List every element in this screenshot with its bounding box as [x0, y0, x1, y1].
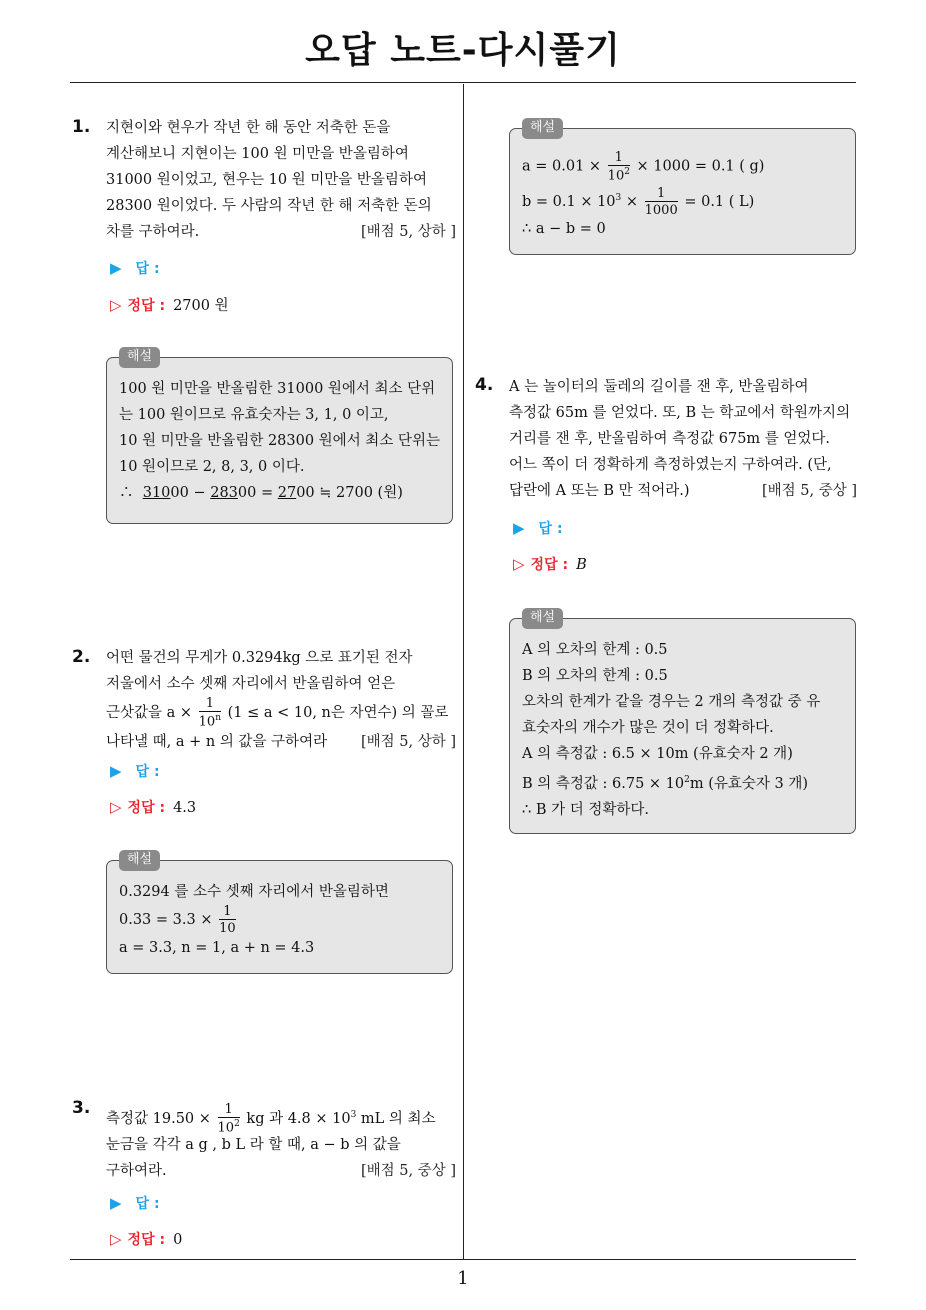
- fraction-numerator: 1: [199, 697, 221, 712]
- explanation-tab: 해설: [522, 118, 563, 139]
- digits: 00: [237, 485, 257, 501]
- explanation-text: ×: [621, 194, 639, 211]
- explanation-line: 는 100 원이므로 유효숫자는 3, 1, 0 이고,: [119, 407, 389, 423]
- problem-line: A 는 놀이터의 둘레의 길이를 잰 후, 반올림하여: [509, 379, 809, 395]
- filled-triangle-icon: ▶: [110, 1194, 122, 1212]
- exponent: 2: [684, 775, 690, 785]
- answer-row: [110, 1193, 160, 1213]
- fraction: [218, 1103, 240, 1134]
- explanation-line-fraction: [119, 905, 438, 935]
- header-rule: [70, 82, 856, 83]
- outline-triangle-icon: ▷: [110, 798, 122, 816]
- fraction-numerator: 1: [645, 187, 678, 202]
- fraction: [608, 151, 630, 182]
- problem-1-text: [106, 115, 456, 245]
- explanation-text: × 1000 = 0.1 ( g): [631, 158, 765, 175]
- digits: 00: [170, 485, 189, 501]
- outline-triangle-icon: ▷: [513, 555, 525, 573]
- problem-line: 나타낼 때, a + n 의 값을 구하여라: [106, 734, 328, 750]
- correct-value: 2700 원: [173, 298, 229, 314]
- problem-line: 측정값 65m 를 얻었다. 또, B 는 학교에서 학원까지의: [509, 405, 851, 421]
- explanation-box: [509, 120, 856, 255]
- correct-value: 0: [173, 1232, 183, 1248]
- correct-label: 정답 :: [530, 557, 569, 573]
- explanation-line: a = 3.3, n = 1, a + n = 4.3: [119, 940, 315, 956]
- problem-number: 1.: [72, 117, 91, 137]
- page-title: 오답 노트-다시풀기: [305, 30, 621, 71]
- explanation-line: A 의 오차의 한계 : 0.5: [522, 642, 668, 658]
- explanation-line: 10 원이므로 2, 8, 3, 0 이다.: [119, 459, 305, 475]
- den-exponent: 2: [234, 1119, 240, 1130]
- fraction-numerator: 1: [218, 1103, 240, 1118]
- problem-3-text: [106, 1098, 456, 1184]
- problem-line: 저울에서 소수 셋째 자리에서 반올림하여 얻은: [106, 676, 396, 692]
- problem-text: 근삿값을 a ×: [106, 705, 193, 721]
- explanation-box: [106, 349, 453, 524]
- filled-triangle-icon: ▶: [513, 519, 525, 537]
- problem-number: 3.: [72, 1098, 91, 1118]
- score-meta: [배점 5, 중상 ]: [761, 483, 857, 499]
- explanation-line-fraction: [522, 151, 841, 182]
- outline-triangle-icon: ▷: [110, 1230, 122, 1248]
- correct-value: B: [576, 557, 587, 573]
- problem-number: 2.: [72, 647, 91, 667]
- score-meta: [배점 5, 상하 ]: [360, 734, 456, 750]
- problem-line-fraction: [106, 1098, 456, 1136]
- answer-row: [513, 518, 563, 538]
- explanation-text: = 0.1 ( L): [679, 194, 755, 211]
- explanation-line: 10 원 미만을 반올림한 28300 원에서 최소 단위는: [119, 433, 440, 449]
- operator: =: [256, 485, 278, 501]
- problem-line: 거리를 잰 후, 반올림하여 측정값 675m 를 얻었다.: [509, 431, 831, 447]
- fraction: [199, 697, 221, 728]
- problem-line: 눈금을 각각 a g , b L 라 할 때, a − b 의 값을: [106, 1137, 401, 1153]
- fraction-denominator: 10: [219, 921, 236, 936]
- problem-line: 계산해보니 지현이는 100 원 미만을 반올림하여: [106, 146, 409, 162]
- problem-line-with-meta: [106, 1158, 456, 1184]
- explanation-tab: 해설: [522, 608, 563, 629]
- problem-text: 측정값 19.50 ×: [106, 1110, 211, 1127]
- correct-row: [110, 1229, 182, 1249]
- problem-line: 어떤 물건의 무게가 0.3294kg 으로 표기된 전자: [106, 650, 413, 666]
- therefore-symbol: ∴: [119, 485, 134, 501]
- fraction: [219, 905, 236, 935]
- den-base: 10: [198, 714, 216, 730]
- explanation-text: m (유효숫자 3 개): [689, 775, 808, 792]
- fraction-denominator: 1000: [644, 203, 678, 219]
- explanation-conclusion: [119, 480, 438, 506]
- explanation-line: [522, 767, 841, 797]
- fraction-numerator: 1: [219, 905, 236, 920]
- filled-triangle-icon: ▶: [110, 259, 122, 277]
- explanation-line: 0.3294 를 소수 셋째 자리에서 반올림하면: [119, 884, 389, 900]
- problem-4-text: [509, 374, 857, 504]
- correct-label: 정답 :: [127, 800, 166, 816]
- correct-label: 정답 :: [127, 298, 166, 314]
- problem-line: 어느 쪽이 더 정확하게 측정하였는지 구하여라. (단,: [509, 457, 832, 473]
- problem-line: 구하여라.: [106, 1163, 167, 1179]
- explanation-text: 0.33 = 3.3 ×: [119, 912, 213, 928]
- correct-row: [110, 294, 229, 315]
- operator: −: [188, 485, 211, 501]
- problem-line: 28300 원이었다. 두 사람의 작년 한 해 저축한 돈의: [106, 198, 432, 214]
- correct-row: [110, 797, 196, 817]
- fraction-numerator: 1: [608, 151, 630, 166]
- footer-rule: [70, 1259, 856, 1260]
- explanation-text: b = 0.1 × 10: [522, 194, 616, 211]
- correct-row: [513, 554, 587, 574]
- explanation-line: A 의 측정값 : 6.5 × 10m (유효숫자 2 개): [522, 746, 793, 762]
- correct-value: 4.3: [173, 800, 197, 816]
- fraction-denominator: [608, 166, 630, 182]
- answer-label: 답 :: [538, 521, 563, 537]
- den-exponent: n: [215, 713, 221, 724]
- problem-text: (1 ≤ a < 10, n은 자연수) 의 꼴로: [227, 705, 449, 721]
- fraction: [645, 187, 678, 217]
- explanation-line: 오차의 한계가 같을 경우는 2 개의 측정값 중 유: [522, 694, 821, 710]
- explanation-box: [106, 852, 453, 974]
- problem-line-fraction: [106, 697, 456, 729]
- column-divider: [463, 84, 464, 1259]
- explanation-text: a = 0.01 ×: [522, 158, 602, 175]
- score-meta: [배점 5, 상하 ]: [360, 224, 456, 240]
- correct-label: 정답 :: [127, 1232, 166, 1248]
- problem-text: kg 과 4.8 × 10: [241, 1110, 351, 1127]
- answer-label: 답 :: [135, 1196, 160, 1212]
- problem-number: 4.: [475, 375, 494, 395]
- problem-line-with-meta: [106, 219, 456, 245]
- problem-2-text: [106, 645, 456, 755]
- den-base: 10: [607, 168, 625, 184]
- answer-label: 답 :: [135, 764, 160, 780]
- den-base: 10: [217, 1120, 235, 1136]
- score-meta: [배점 5, 중상 ]: [360, 1163, 456, 1179]
- problem-text: mL 의 최소: [356, 1110, 436, 1127]
- problem-line-with-meta: [106, 729, 456, 755]
- explanation-line: ∴ B 가 더 정확하다.: [522, 801, 649, 818]
- problem-line: 답란에 A 또는 B 만 적어라.): [509, 483, 690, 499]
- explanation-text: B 의 측정값 : 6.75 × 10: [522, 775, 685, 792]
- underlined-digits: 310: [142, 485, 171, 501]
- digits: 00: [296, 485, 315, 501]
- explanation-tab: 해설: [119, 850, 160, 871]
- filled-triangle-icon: ▶: [110, 762, 122, 780]
- outline-triangle-icon: ▷: [110, 296, 122, 314]
- explanation-line: B 의 오차의 한계 : 0.5: [522, 668, 668, 684]
- problem-line: 차를 구하여라.: [106, 224, 200, 240]
- underlined-digits: 27: [277, 485, 297, 501]
- problem-line: 지현이와 현우가 작년 한 해 동안 저축한 돈을: [106, 120, 391, 136]
- exponent: 3: [350, 1110, 357, 1120]
- den-exponent: 2: [624, 167, 630, 177]
- result: ≒ 2700 (원): [314, 485, 403, 501]
- answer-row: [110, 761, 160, 781]
- explanation-line-fraction: [522, 182, 841, 218]
- explanation-box: [509, 610, 856, 834]
- answer-label: 답 :: [135, 261, 160, 277]
- fraction-denominator: [199, 712, 221, 728]
- answer-row: [110, 258, 160, 278]
- exponent: 3: [615, 193, 622, 204]
- explanation-line: ∴ a − b = 0: [522, 221, 606, 238]
- problem-line-with-meta: [509, 478, 857, 504]
- explanation-line: 100 원 미만을 반올림한 31000 원에서 최소 단위: [119, 381, 436, 397]
- page-number: 1: [457, 1268, 469, 1289]
- problem-line: 31000 원이었고, 현우는 10 원 미만을 반올림하여: [106, 172, 427, 188]
- explanation-line: 효숫자의 개수가 많은 것이 더 정확하다.: [522, 720, 774, 736]
- underlined-digits: 283: [210, 485, 238, 501]
- explanation-tab: 해설: [119, 347, 160, 368]
